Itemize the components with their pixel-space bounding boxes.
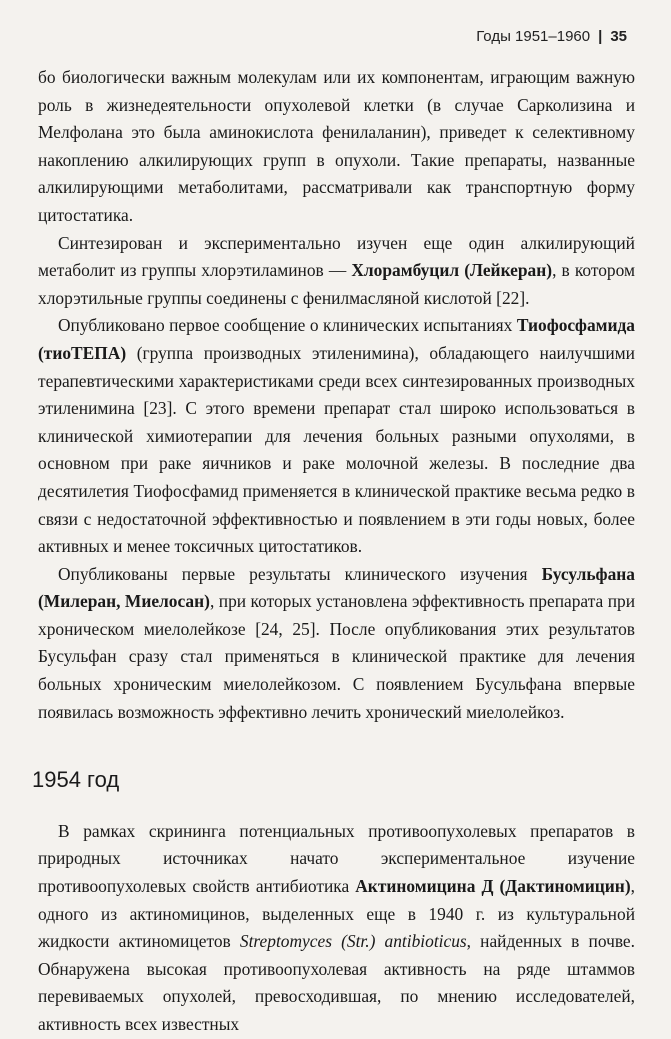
section-heading: 1954 год bbox=[32, 767, 120, 793]
paragraph-2-text: Синтезирован и экспериментально изучен еще один алкилирующий метаболит из группы хлорэтиламинов — bbox=[38, 232, 635, 281]
paragraph-3-text-end: (группа производных этиленимина), обладающего наилучшими терапевтическими характеристиками среди всех синтезированных производных этиленимина [23]. С этого времени препарат стал широко использоваться в клинической химиотерапии для лечения больных разными опухолями, в основном при раке яичников и раке молочной железы. В последние два десятилетия Тиофосфамид применяется в клинической практике весьма редко в связи с недостаточной эффективностью и появлением в эти годы новых, более активных и менее токсичных цитостатиков. bbox=[38, 342, 635, 557]
drug-name-actinomycin: Актиномицина Д (Дактиномицин) bbox=[355, 876, 631, 897]
paragraph-5-text-end: , найденных в почве. Обнаружена высокая противоопухолевая активность на ряде штаммов перевиваемых опухолей, превосходившая, по мнению исследователей, активность всех известных bbox=[38, 931, 636, 1034]
species-name: Streptomyces (Str.) antibioticus bbox=[239, 931, 467, 952]
paragraph-4-text: Опубликованы первые результаты клинического изучения bbox=[58, 563, 542, 584]
paragraph-1: бо биологически важным молекулам или их компонентам, играющим важную роль в жизнедеятельности опухолевой клетки (в случае Сарколизина и Мелфолана это была аминокислота фенилаланин), приведет к селективному накоплению алкилирующих групп в опухоли. Такие препараты, названные алкилирующими метаболитами, рассматривали как транспортную форму цитостатика. bbox=[38, 67, 635, 225]
running-head bbox=[476, 28, 627, 45]
section-title: Годы 1951–1960 bbox=[476, 28, 591, 45]
separator: | bbox=[598, 28, 603, 45]
page-body bbox=[32, 64, 636, 1039]
paragraph-3 bbox=[38, 312, 635, 560]
paragraph-2-text-end: , в котором хлорэтильные группы соединены с фенилмасляной кислотой [22]. bbox=[38, 260, 635, 308]
paragraph-2 bbox=[38, 230, 635, 313]
paragraph-5-text-mid: , одного из актиномицинов, выделенных еще в 1940 г. из культуральной жидкости актиномицетов bbox=[38, 876, 635, 952]
drug-name-busulfan: Бусульфана (Милеран, Миелосан) bbox=[38, 563, 635, 612]
drug-name-chlorambucil: Хлорамбуцил (Лейкеран) bbox=[351, 260, 553, 281]
page-number: 35 bbox=[610, 28, 627, 45]
paragraph-4 bbox=[38, 561, 635, 727]
drug-name-thiotepa: Тиофосфамида (тиоТЕПА) bbox=[38, 315, 635, 363]
paragraph-5-text: В рамках скрининга потенциальных противоопухолевых препаратов в природных источниках начато экспериментальное изучение противоопухолевых свойств антибиотика bbox=[38, 820, 635, 897]
paragraph-3-text: Опубликовано первое сообщение о клинических испытаниях bbox=[58, 315, 517, 336]
paragraph-4-text-end: , при которых установлена эффективность препарата при хроническом миелолейкозе [24, 25]. После опубликования этих результатов Бусульфан сразу стал применяться в клинической практике для лечения больных хроническим миелолейкозом. С появлением Бусульфана впервые появилась возможность эффективно лечить хронический миелолейкоз. bbox=[38, 591, 636, 722]
paragraph-5 bbox=[38, 818, 635, 1039]
